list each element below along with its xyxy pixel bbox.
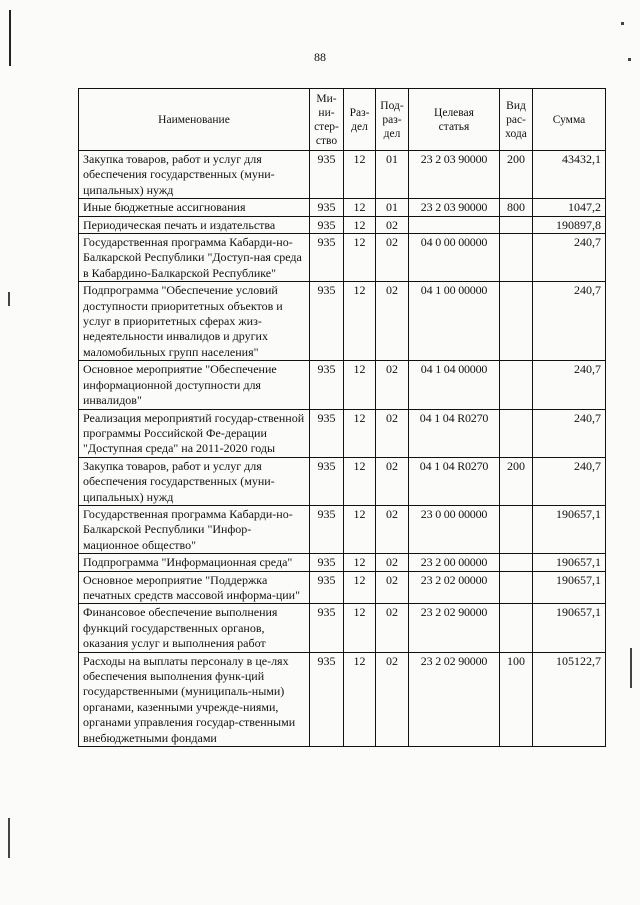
table-row (79, 457, 606, 505)
cell-section: 12 (344, 554, 376, 571)
table-row (79, 505, 606, 553)
header-name: Наименование (79, 89, 310, 151)
cell-amount: 190657,1 (533, 604, 606, 652)
cell-subsection: 02 (376, 234, 409, 282)
cell-subsection: 01 (376, 151, 409, 199)
header-expense-type: Вид рас- хода (500, 89, 533, 151)
cell-name: Финансовое обеспечение выполнения функций государственных органов, оказания услуг и выполнения работ (79, 604, 310, 652)
cell-amount: 190657,1 (533, 571, 606, 604)
cell-name: Закупка товаров, работ и услуг для обеспечения государственных (муни-ципальных) нужд (79, 151, 310, 199)
cell-target: 04 1 00 00000 (409, 282, 500, 361)
cell-section: 12 (344, 282, 376, 361)
cell-target: 04 0 00 00000 (409, 234, 500, 282)
cell-amount: 190657,1 (533, 554, 606, 571)
cell-target: 04 1 04 00000 (409, 361, 500, 409)
cell-target: 23 2 03 90000 (409, 199, 500, 216)
table-row (79, 571, 606, 604)
table-row (79, 652, 606, 746)
cell-expense-type (500, 409, 533, 457)
cell-ministry: 935 (310, 409, 344, 457)
cell-target: 23 0 00 00000 (409, 505, 500, 553)
table-row (79, 216, 606, 233)
cell-amount: 240,7 (533, 282, 606, 361)
header-subsection: Под- раз- дел (376, 89, 409, 151)
cell-section: 12 (344, 361, 376, 409)
cell-ministry: 935 (310, 554, 344, 571)
cell-amount: 240,7 (533, 361, 606, 409)
cell-target: 23 2 02 90000 (409, 652, 500, 746)
scan-speck (8, 292, 10, 306)
cell-amount: 190897,8 (533, 216, 606, 233)
cell-section: 12 (344, 199, 376, 216)
cell-expense-type: 800 (500, 199, 533, 216)
cell-subsection: 02 (376, 457, 409, 505)
table-body (79, 151, 606, 747)
cell-section: 12 (344, 457, 376, 505)
cell-subsection: 02 (376, 216, 409, 233)
cell-expense-type (500, 216, 533, 233)
cell-amount: 240,7 (533, 457, 606, 505)
cell-expense-type (500, 554, 533, 571)
cell-ministry: 935 (310, 282, 344, 361)
cell-name: Государственная программа Кабарди-но-Балкарской Республики "Доступ-ная среда в Кабардино-Балкарской Республике" (79, 234, 310, 282)
cell-name: Основное мероприятие "Обеспечение информационной доступности для инвалидов" (79, 361, 310, 409)
table-row (79, 409, 606, 457)
table-row (79, 199, 606, 216)
cell-amount: 240,7 (533, 409, 606, 457)
header-amount: Сумма (533, 89, 606, 151)
cell-amount: 190657,1 (533, 505, 606, 553)
cell-expense-type: 100 (500, 652, 533, 746)
cell-expense-type (500, 361, 533, 409)
header-target: Целевая статья (409, 89, 500, 151)
budget-table (78, 88, 606, 747)
cell-name: Государственная программа Кабарди-но-Балкарской Республики "Инфор-мационное общество" (79, 505, 310, 553)
cell-expense-type (500, 571, 533, 604)
table-row (79, 604, 606, 652)
cell-subsection: 01 (376, 199, 409, 216)
header-section: Раз- дел (344, 89, 376, 151)
cell-name: Реализация мероприятий государ-ственной программы Российской Фе-дерации "Доступная среда" на 2011-2020 годы (79, 409, 310, 457)
cell-subsection: 02 (376, 604, 409, 652)
cell-section: 12 (344, 234, 376, 282)
scan-speck (621, 22, 624, 25)
cell-subsection: 02 (376, 554, 409, 571)
cell-subsection: 02 (376, 505, 409, 553)
cell-target: 04 1 04 R0270 (409, 457, 500, 505)
scan-speck (8, 818, 10, 858)
cell-section: 12 (344, 505, 376, 553)
cell-section: 12 (344, 151, 376, 199)
table-row (79, 361, 606, 409)
cell-name: Периодическая печать и издательства (79, 216, 310, 233)
cell-expense-type: 200 (500, 151, 533, 199)
cell-name: Расходы на выплаты персоналу в це-лях обеспечения выполнения функ-ций государственными (муниципаль-ными) органами, казенными учрежде-ниями, органами управления государ-ственными внебюджетными фондами (79, 652, 310, 746)
cell-target: 23 2 00 00000 (409, 554, 500, 571)
cell-target: 04 1 04 R0270 (409, 409, 500, 457)
table-row (79, 554, 606, 571)
cell-section: 12 (344, 604, 376, 652)
cell-name: Подпрограмма "Обеспечение условий доступности приоритетных объектов и услуг в приоритетных сферах жиз-недеятельности инвалидов и других маломобильных групп населения" (79, 282, 310, 361)
cell-section: 12 (344, 216, 376, 233)
cell-subsection: 02 (376, 571, 409, 604)
cell-amount: 105122,7 (533, 652, 606, 746)
cell-expense-type (500, 282, 533, 361)
cell-subsection: 02 (376, 652, 409, 746)
page-number: 88 (314, 50, 326, 64)
cell-amount: 43432,1 (533, 151, 606, 199)
cell-ministry: 935 (310, 604, 344, 652)
cell-subsection: 02 (376, 409, 409, 457)
cell-amount: 240,7 (533, 234, 606, 282)
cell-expense-type (500, 604, 533, 652)
cell-target: 23 2 02 00000 (409, 571, 500, 604)
cell-ministry: 935 (310, 571, 344, 604)
table-header-row (79, 89, 606, 151)
cell-expense-type (500, 234, 533, 282)
cell-name: Подпрограмма "Информационная среда" (79, 554, 310, 571)
cell-name: Основное мероприятие "Поддержка печатных средств массовой информа-ции" (79, 571, 310, 604)
table-row (79, 234, 606, 282)
cell-name: Иные бюджетные ассигнования (79, 199, 310, 216)
table-row (79, 151, 606, 199)
cell-target: 23 2 02 90000 (409, 604, 500, 652)
cell-section: 12 (344, 571, 376, 604)
header-ministry: Ми- ни- стер- ство (310, 89, 344, 151)
cell-ministry: 935 (310, 505, 344, 553)
cell-amount: 1047,2 (533, 199, 606, 216)
cell-ministry: 935 (310, 151, 344, 199)
cell-ministry: 935 (310, 216, 344, 233)
cell-ministry: 935 (310, 361, 344, 409)
cell-ministry: 935 (310, 457, 344, 505)
cell-ministry: 935 (310, 652, 344, 746)
cell-target: 23 2 03 90000 (409, 151, 500, 199)
table-row (79, 282, 606, 361)
cell-expense-type: 200 (500, 457, 533, 505)
cell-ministry: 935 (310, 234, 344, 282)
cell-section: 12 (344, 652, 376, 746)
cell-ministry: 935 (310, 199, 344, 216)
cell-section: 12 (344, 409, 376, 457)
cell-subsection: 02 (376, 282, 409, 361)
cell-expense-type (500, 505, 533, 553)
cell-subsection: 02 (376, 361, 409, 409)
cell-target (409, 216, 500, 233)
cell-name: Закупка товаров, работ и услуг для обеспечения государственных (муни-ципальных) нужд (79, 457, 310, 505)
scan-speck (630, 648, 632, 688)
